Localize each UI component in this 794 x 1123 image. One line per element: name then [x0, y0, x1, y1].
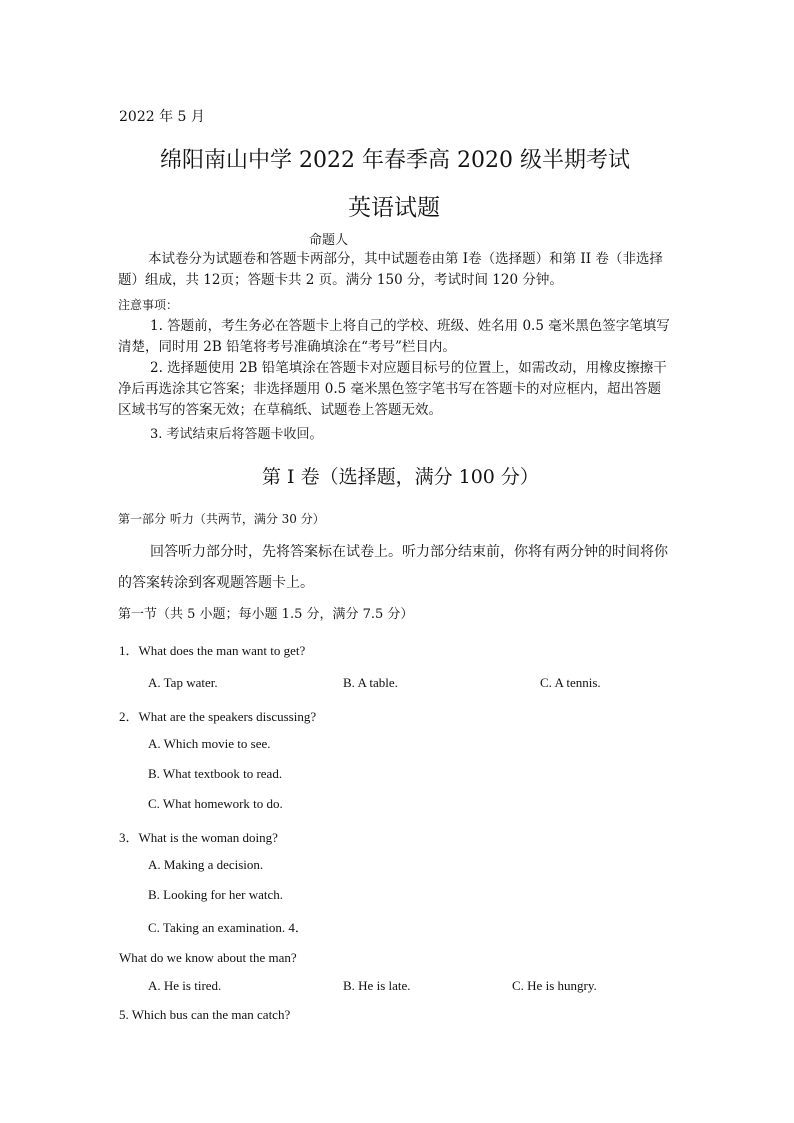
question-5-stem: 5. Which bus can the man catch? — [119, 1007, 291, 1022]
notes-heading: 注意事项： — [118, 298, 179, 312]
note-item-1: 1. 答题前，考生务必在答题卡上将自己的学校、班级、姓名用 0.5 毫米黑色签字笔填写清楚，同时用 2B 铅笔将考号准确填涂在“考号”栏目内。 — [118, 318, 670, 355]
question-1-option-c: C. A tennis. — [540, 675, 601, 690]
exam-date: 2022 年 5 月 — [119, 109, 205, 125]
question-3-option-c: C. Taking an examination. 4． — [148, 920, 308, 935]
listening-instruction-line-2: 的答案转涂到客观题答题卡上。 — [118, 575, 314, 591]
question-1-option-b: B. A table. — [343, 675, 398, 690]
question-2-option-b: B. What textbook to read. — [148, 766, 283, 781]
author-label: 命题人 — [309, 233, 349, 248]
part-1-heading: 第一部分 听力（共两节，满分 30 分） — [118, 512, 325, 526]
note-item-3: 3. 考试结束后将答题卡收回。 — [150, 427, 323, 442]
exam-title: 绵阳南山中学 2022 年春季高 2020 级半期考试 — [160, 148, 630, 173]
question-4-option-a: A. He is tired. — [148, 978, 222, 993]
listening-instruction-line-1: 回答听力部分时，先将答案标在试卷上。听力部分结束前，你将有两分钟的时间将你 — [150, 544, 668, 560]
question-3-option-a: A. Making a decision. — [148, 857, 264, 872]
note-item-2: 2. 选择题使用 2B 铅笔填涂在答题卡对应题目标号的位置上，如需改动，用橡皮擦擦干净后再选涂其它答案；非选择题用 0.5 毫米黑色签字笔书写在答题卡的对应框内，超出答题区域书写的答案无效；在草稿纸、试题卷上答题无效。 — [118, 360, 667, 418]
question-1-option-a: A. Tap water. — [148, 675, 218, 690]
intro-paragraph: 本试卷分为试题卷和答题卡两部分，其中试题卷由第 I卷（选择题）和第 II 卷（非选择题）组成，共 12页；答题卡共 2 页。满分 150 分，考试时间 120 分钟。 — [118, 251, 663, 288]
question-3-stem: 3．What is the woman doing? — [119, 830, 278, 845]
question-4-option-c: C. He is hungry. — [512, 978, 597, 993]
question-1-stem: 1．What does the man want to get? — [119, 643, 306, 658]
exam-subtitle: 英语试题 — [348, 195, 440, 221]
volume-1-title: 第 I 卷（选择题，满分 100 分） — [262, 466, 539, 488]
question-2-stem: 2．What are the speakers discussing? — [119, 709, 317, 724]
question-2-option-a: A. Which movie to see. — [148, 736, 271, 751]
question-2-option-c: C. What homework to do. — [148, 796, 283, 811]
section-1-heading: 第一节（共 5 小题；每小题 1.5 分，满分 7.5 分） — [118, 607, 414, 622]
question-3-option-b: B. Looking for her watch. — [148, 887, 284, 902]
question-4-stem: What do we know about the man? — [119, 950, 297, 965]
question-4-option-b: B. He is late. — [343, 978, 411, 993]
